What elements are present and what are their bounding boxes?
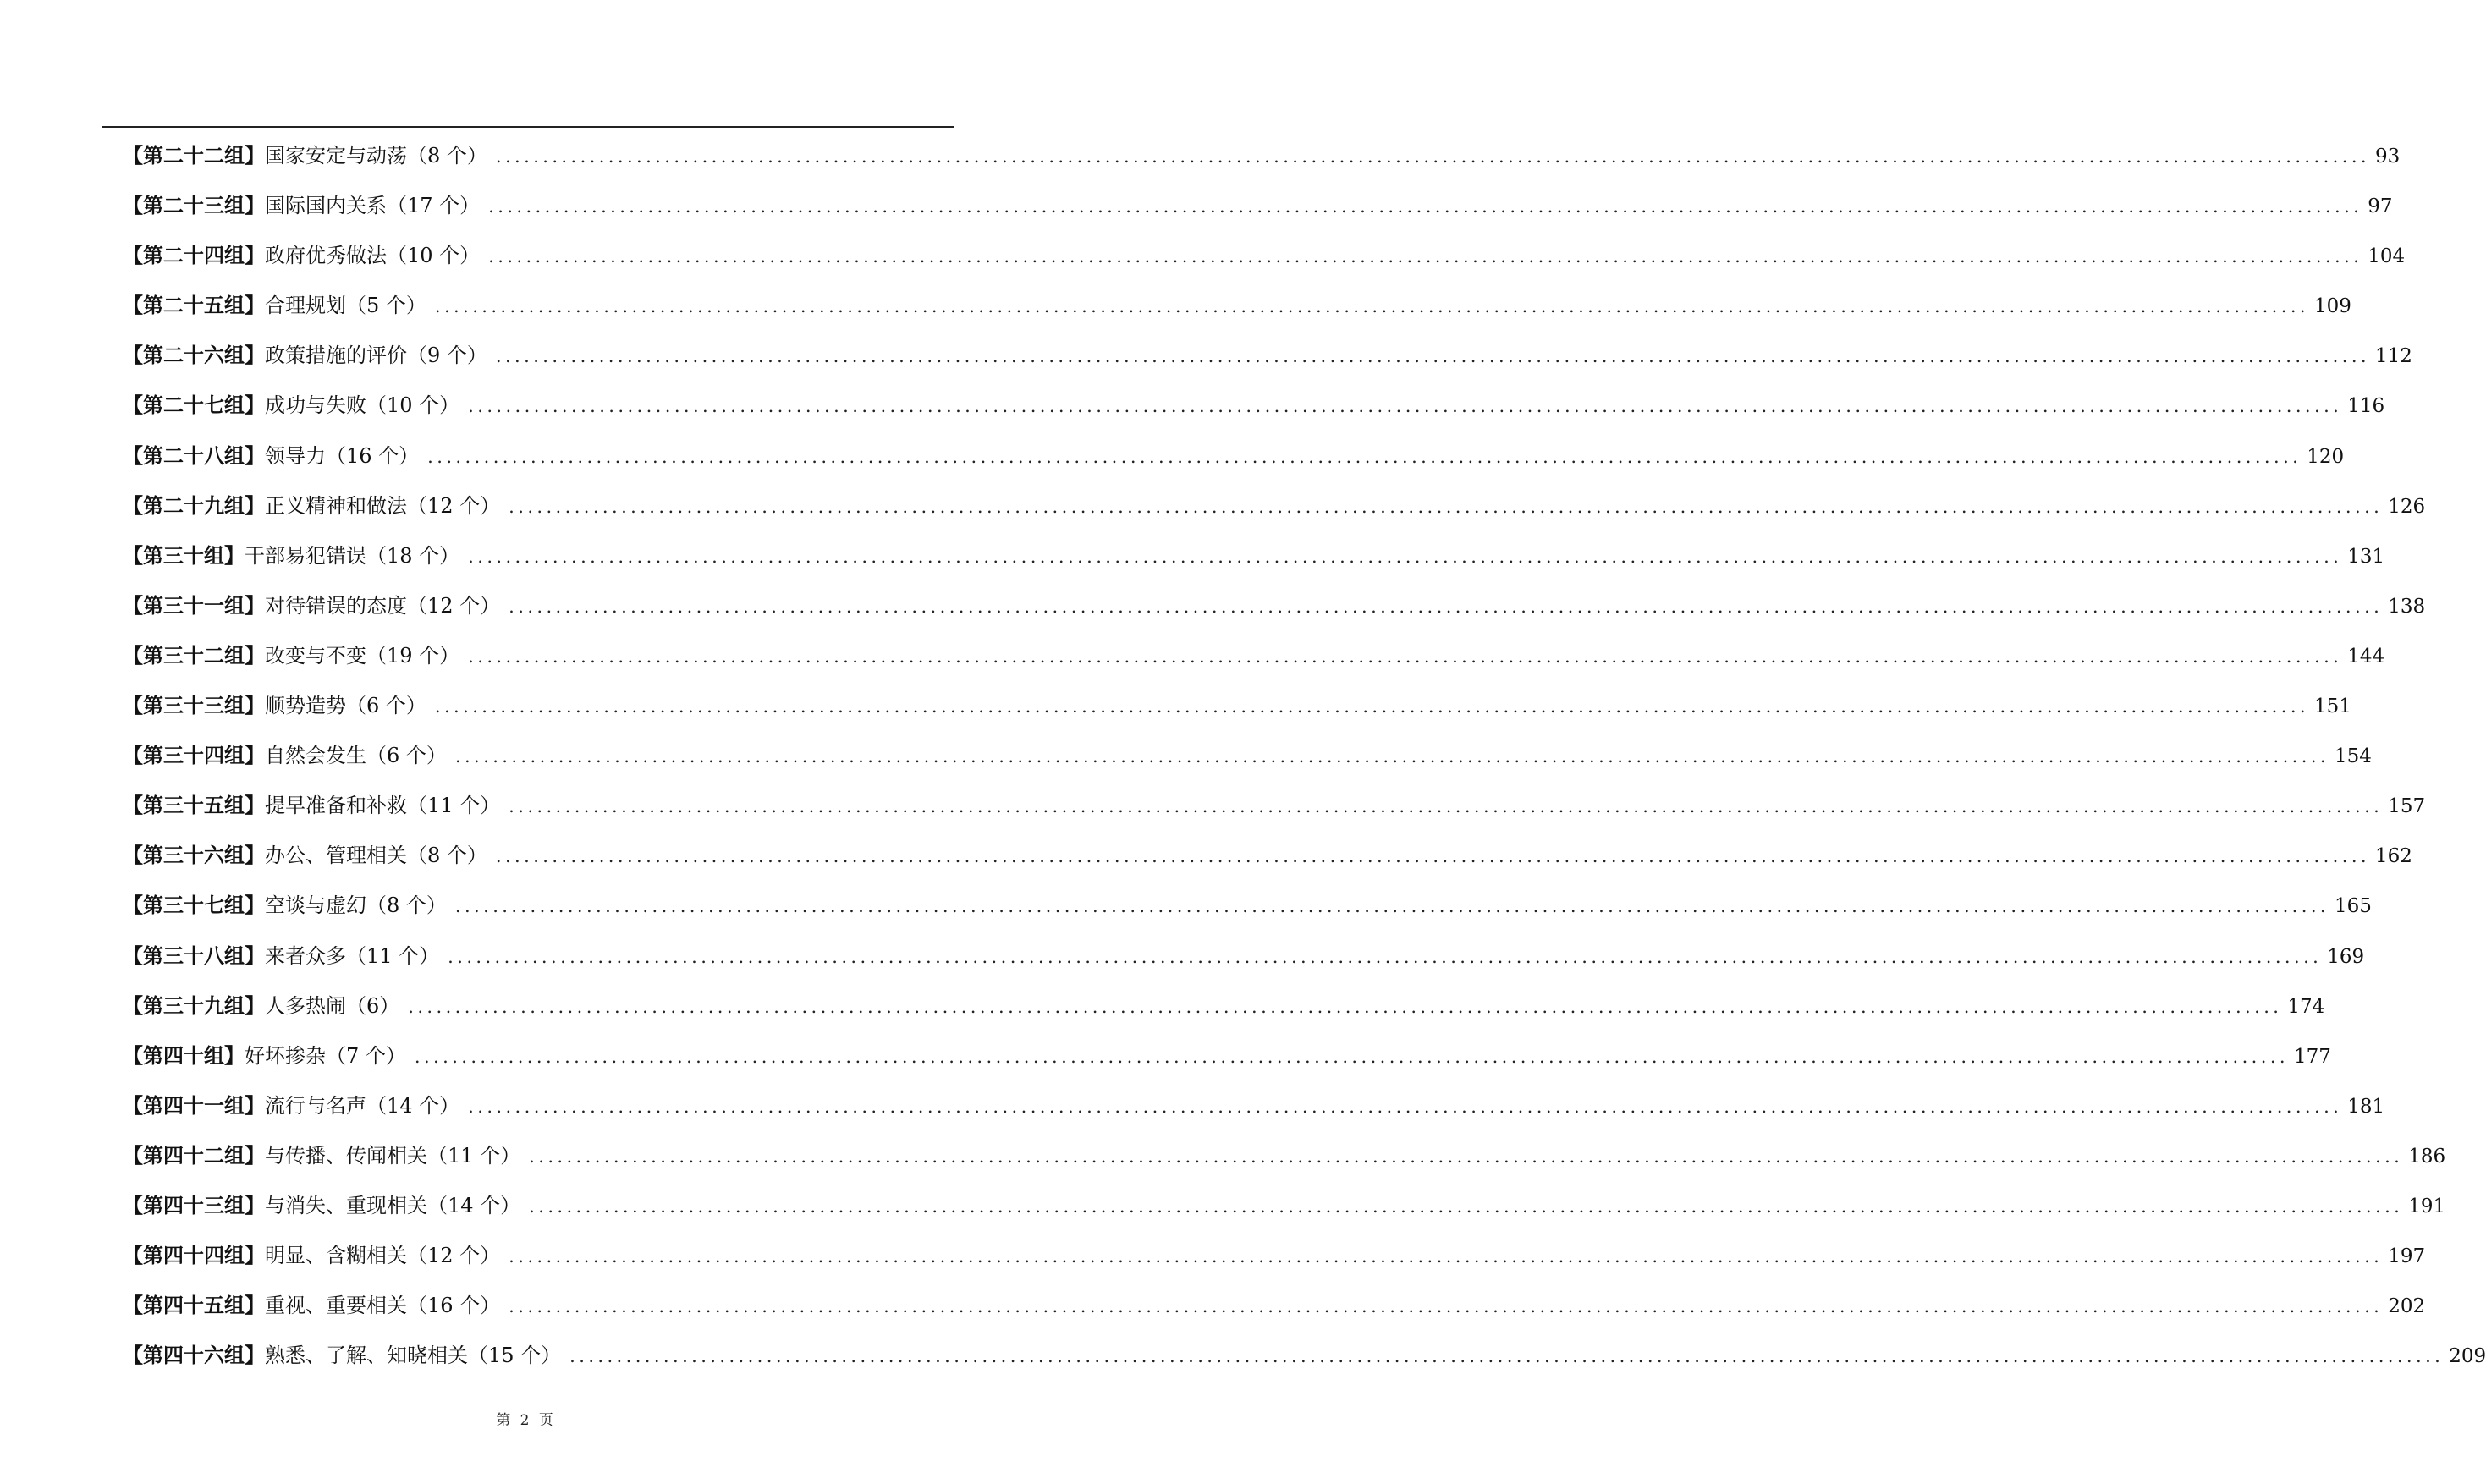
toc-entry-page-number: 186 [2408,1145,2446,1168]
toc-entry-group-label: 【第四十三组】 [123,1192,265,1217]
toc-entry[interactable] [123,134,2401,184]
toc-entry-group-label: 【第二十二组】 [123,143,265,168]
toc-dot-leader: ........................................................................................................................................................................................................ [495,346,2370,367]
toc-entry-group-label: 【第三十一组】 [123,592,265,618]
toc-entry-group-label: 【第二十八组】 [123,442,265,468]
toc-entry-title: 干部易犯错误（18 个） [245,543,460,568]
toc-entry-group-label: 【第二十四组】 [123,243,265,268]
toc-entry-group-label: 【第四十四组】 [123,1243,265,1268]
toc-entry-page-number: 93 [2374,146,2401,168]
toc-entry-page-number: 209 [2449,1345,2486,1368]
toc-dot-leader: ........................................................................................................................................................................................................ [509,596,2384,617]
toc-entry[interactable] [123,383,2385,433]
toc-entry-group-label: 【第二十九组】 [123,492,265,518]
toc-entry-group-label: 【第三十四组】 [123,743,265,768]
toc-entry-group-label: 【第二十五组】 [123,293,265,318]
toc-dot-leader: ........................................................................................................................................................................................................ [408,996,2283,1017]
toc-entry-page-number: 202 [2388,1295,2426,1318]
toc-entry-group-label: 【第三十二组】 [123,642,265,668]
toc-dot-leader: ........................................................................................................................................................................................................ [529,1146,2404,1167]
toc-dot-leader: ........................................................................................................................................................................................................ [509,496,2384,517]
toc-dot-leader: ........................................................................................................................................................................................................ [434,696,2309,717]
header-rule [102,126,954,128]
toc-entry-group-label: 【第三十八组】 [123,943,265,968]
toc-entry[interactable] [123,234,2406,283]
toc-entry-title: 自然会发生（6 个） [265,744,447,768]
toc-entry-group-label: 【第四十一组】 [123,1092,265,1118]
toc-entry[interactable] [123,484,2426,534]
toc-dot-leader: ........................................................................................................................................................................................................ [495,846,2370,867]
toc-entry-title: 好坏掺杂（7 个） [245,1043,406,1068]
toc-entry[interactable] [123,434,2345,484]
toc-entry-title: 政府优秀做法（10 个） [265,244,481,268]
toc-entry-title: 流行与名声（14 个） [265,1093,460,1118]
toc-entry-group-label: 【第三十三组】 [123,693,265,718]
toc-entry[interactable] [123,1283,2426,1333]
toc-dot-leader: ........................................................................................................................................................................................................ [468,546,2343,567]
toc-entry-page-number: 154 [2334,745,2372,768]
toc-entry[interactable] [123,684,2351,734]
toc-entry[interactable] [123,1333,2486,1383]
page-number: 第 2 页 [496,1412,553,1429]
toc-entry-page-number: 116 [2347,395,2385,418]
toc-entry-title: 人多热闹（6） [265,993,400,1018]
toc-entry-page-number: 144 [2347,645,2385,668]
toc-entry-title: 来者众多（11 个） [265,943,440,968]
toc-entry-title: 国家安定与动荡（8 个） [265,144,487,168]
toc-entry-title: 政策措施的评价（9 个） [265,344,487,368]
toc-entry-page-number: 197 [2388,1245,2426,1268]
toc-entry-group-label: 【第四十五组】 [123,1293,265,1318]
toc-entry-title: 熟悉、了解、知晓相关（15 个） [265,1344,562,1368]
toc-entry-title: 国际国内关系（17 个） [265,194,481,218]
toc-entry-page-number: 104 [2368,245,2406,268]
toc-entry[interactable] [123,333,2412,383]
toc-entry-page-number: 131 [2347,545,2385,568]
toc-entry-group-label: 【第四十组】 [123,1042,245,1068]
toc-entry-page-number: 151 [2313,695,2351,718]
toc-entry-page-number: 191 [2408,1195,2446,1217]
toc-entry[interactable] [123,1184,2446,1234]
toc-entry-page-number: 97 [2368,195,2393,218]
toc-dot-leader: ........................................................................................................................................................................................................ [488,196,2363,217]
toc-entry-title: 空谈与虚幻（8 个） [265,893,447,918]
toc-entry[interactable] [123,184,2393,234]
toc-entry[interactable] [123,934,2365,984]
toc-entry-title: 成功与失败（10 个） [265,393,460,418]
toc-entry-group-label: 【第二十七组】 [123,393,265,418]
toc-dot-leader: ........................................................................................................................................................................................................ [509,796,2384,817]
toc-entry-page-number: 109 [2313,295,2351,318]
toc-entry-title: 顺势造势（6 个） [265,694,426,718]
toc-dot-leader: ........................................................................................................................................................................................................ [488,246,2363,267]
toc-entry-group-label: 【第二十三组】 [123,193,265,218]
toc-entry-group-label: 【第三十七组】 [123,893,265,918]
toc-entry-page-number: 169 [2327,945,2365,968]
toc-entry-page-number: 138 [2388,595,2426,618]
toc-dot-leader: ........................................................................................................................................................................................................ [468,1096,2343,1117]
toc-dot-leader: ........................................................................................................................................................................................................ [468,646,2343,667]
toc-entry-group-label: 【第三十组】 [123,542,245,568]
toc-entry-page-number: 181 [2347,1095,2385,1118]
toc-entry-page-number: 165 [2334,895,2372,918]
table-of-contents [123,134,2486,1383]
toc-dot-leader: ........................................................................................................................................................................................................ [509,1246,2384,1267]
toc-entry[interactable] [123,1034,2331,1084]
toc-entry-title: 合理规划（5 个） [265,294,426,318]
toc-entry-page-number: 177 [2293,1045,2331,1068]
toc-entry[interactable] [123,1234,2426,1283]
toc-entry-page-number: 126 [2388,495,2426,518]
toc-entry[interactable] [123,283,2351,333]
toc-entry-group-label: 【第二十六组】 [123,343,265,368]
toc-entry-title: 重视、重要相关（16 个） [265,1294,501,1318]
toc-entry[interactable] [123,783,2426,833]
toc-dot-leader: ........................................................................................................................................................................................................ [509,1296,2384,1317]
toc-dot-leader: ........................................................................................................................................................................................................ [468,396,2343,417]
toc-entry[interactable] [123,1134,2446,1184]
toc-entry-title: 对待错误的态度（12 个） [265,593,501,618]
toc-dot-leader: ........................................................................................................................................................................................................ [454,746,2329,767]
toc-dot-leader: ........................................................................................................................................................................................................ [427,446,2302,467]
toc-entry-title: 改变与不变（19 个） [265,643,460,668]
toc-entry[interactable] [123,1084,2385,1134]
toc-entry-group-label: 【第三十六组】 [123,843,265,868]
toc-entry-group-label: 【第三十五组】 [123,793,265,818]
toc-entry-title: 正义精神和做法（12 个） [265,493,501,518]
toc-entry[interactable] [123,584,2426,634]
toc-dot-leader: ........................................................................................................................................................................................................ [434,296,2309,317]
toc-entry[interactable] [123,734,2372,783]
toc-entry-title: 与传播、传闻相关（11 个） [265,1143,521,1168]
toc-entry-page-number: 120 [2307,445,2345,468]
toc-entry[interactable] [123,883,2372,933]
toc-dot-leader: ........................................................................................................................................................................................................ [454,896,2329,917]
toc-entry-title: 办公、管理相关（8 个） [265,844,487,868]
toc-entry[interactable] [123,833,2412,883]
toc-entry-title: 明显、含糊相关（12 个） [265,1244,501,1268]
toc-entry-title: 提早准备和补救（11 个） [265,794,501,818]
toc-entry[interactable] [123,984,2325,1034]
toc-entry[interactable] [123,534,2385,584]
toc-entry-group-label: 【第三十九组】 [123,992,265,1018]
toc-entry-group-label: 【第四十二组】 [123,1142,265,1168]
toc-entry-title: 领导力（16 个） [265,443,420,468]
toc-dot-leader: ........................................................................................................................................................................................................ [569,1346,2445,1367]
toc-entry-title: 与消失、重现相关（14 个） [265,1193,521,1217]
toc-entry-page-number: 162 [2374,845,2412,868]
toc-dot-leader: ........................................................................................................................................................................................................ [495,146,2370,167]
toc-entry-page-number: 112 [2374,345,2412,368]
toc-entry-page-number: 174 [2287,995,2325,1018]
toc-dot-leader: ........................................................................................................................................................................................................ [414,1046,2289,1067]
toc-entry-group-label: 【第四十六组】 [123,1343,265,1368]
toc-dot-leader: ........................................................................................................................................................................................................ [448,946,2323,967]
toc-entry[interactable] [123,634,2385,684]
toc-dot-leader: ........................................................................................................................................................................................................ [529,1195,2404,1217]
toc-entry-page-number: 157 [2388,795,2426,818]
